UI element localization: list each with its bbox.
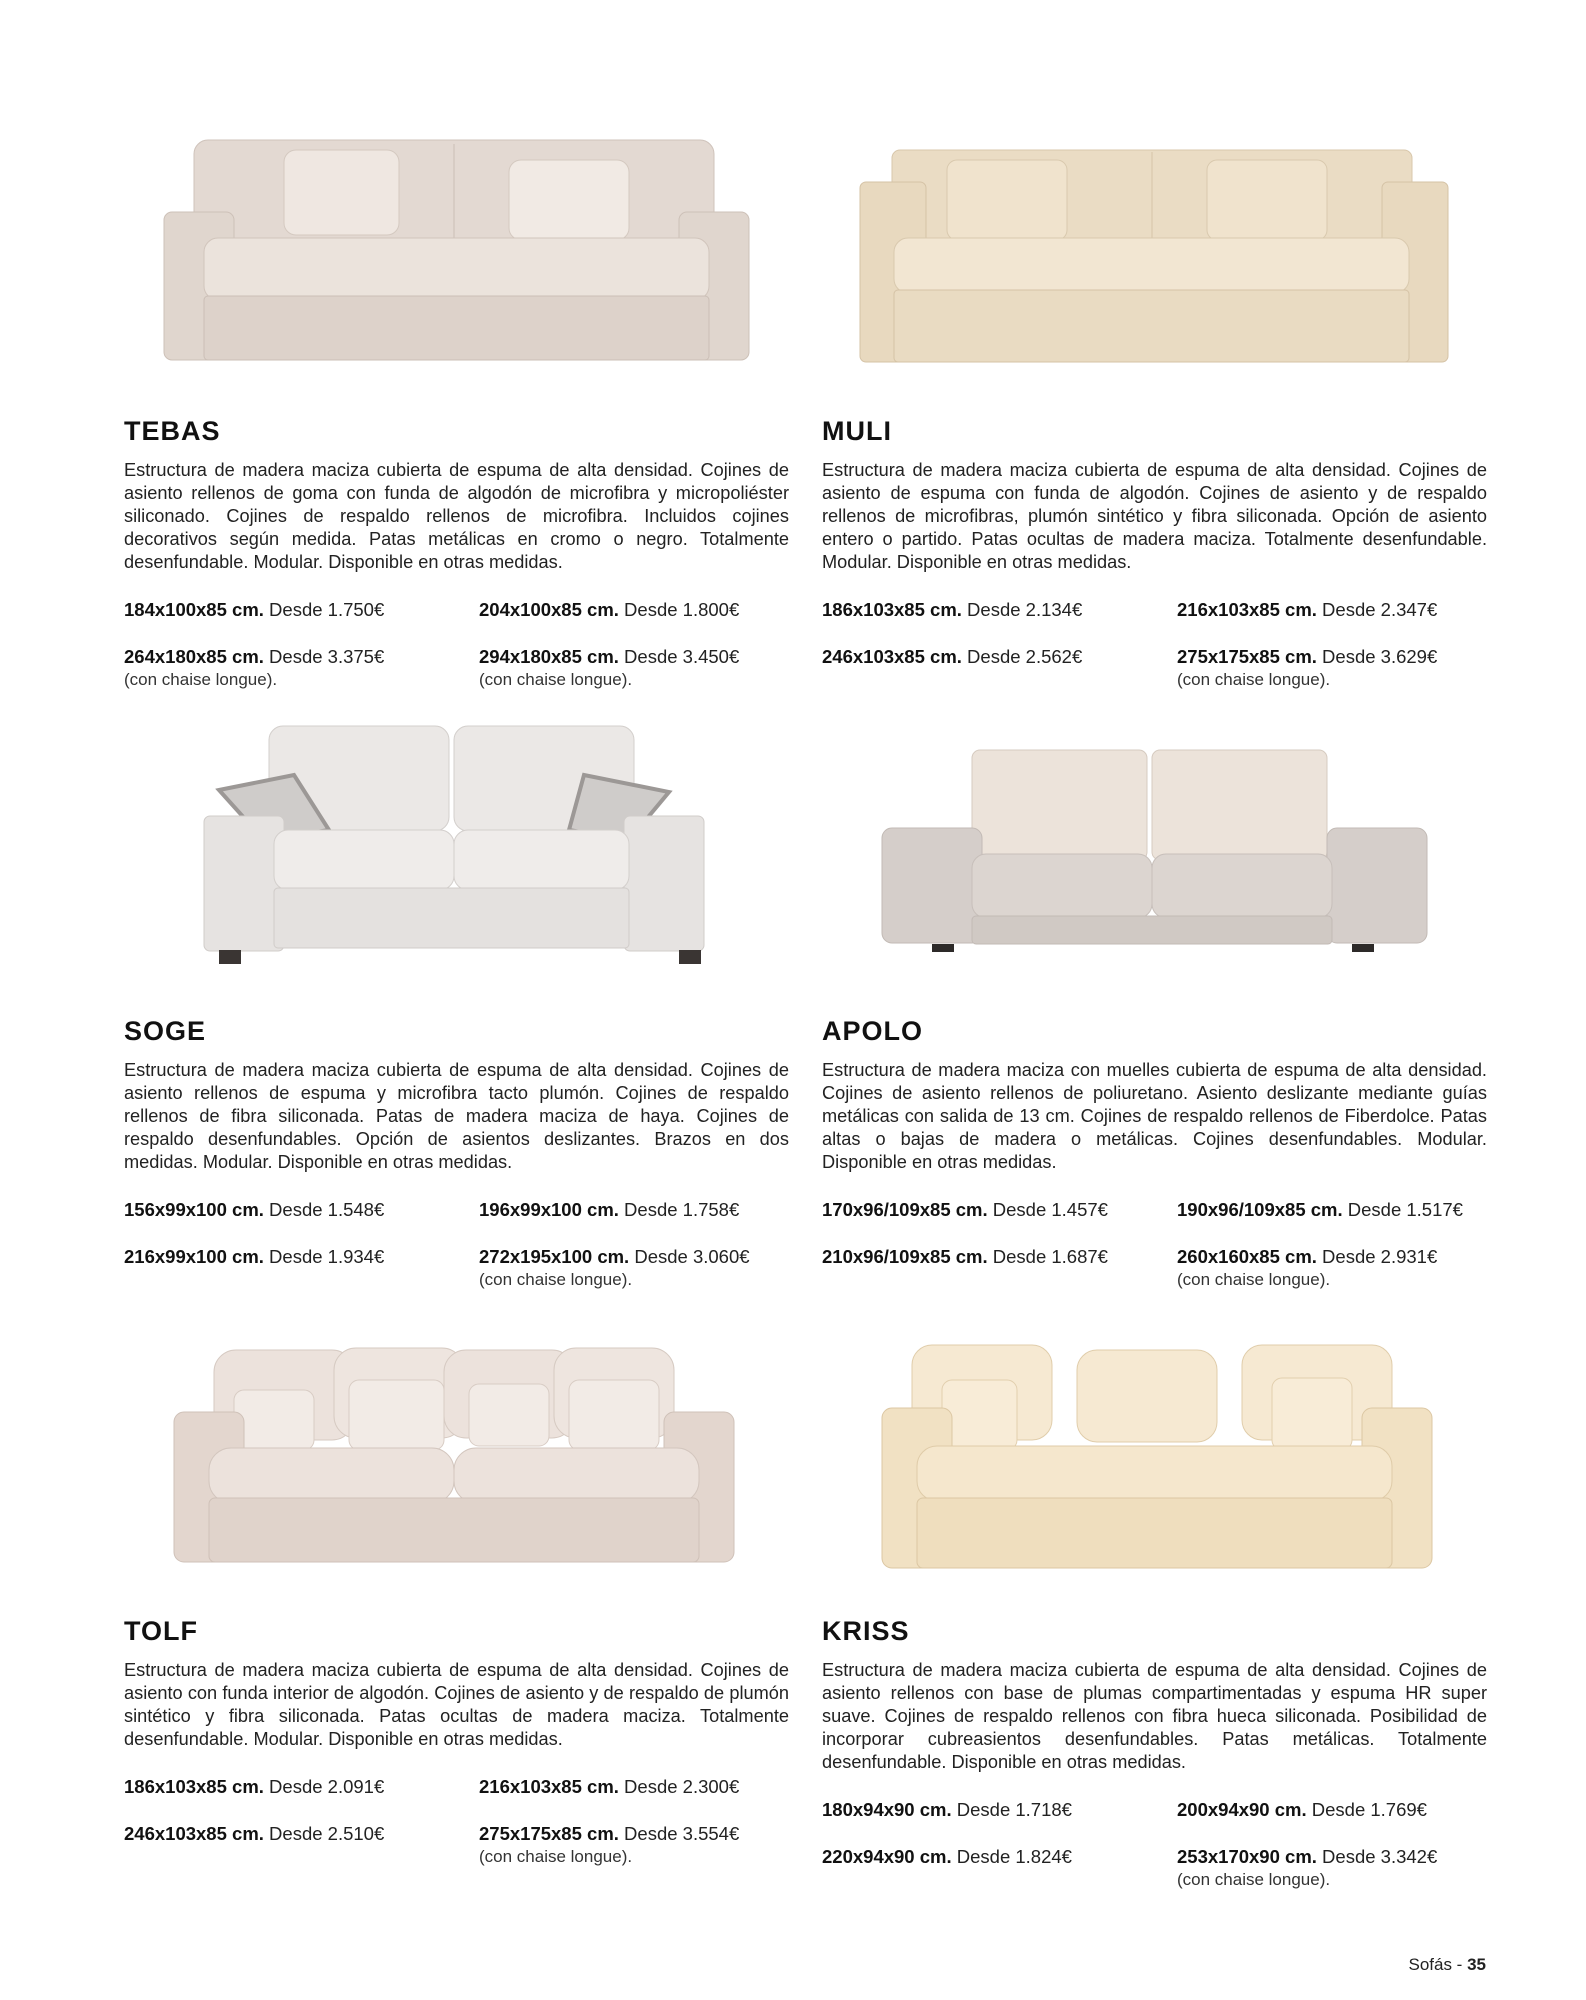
product-title: TEBAS (124, 416, 221, 446)
product-description: Estructura de madera maciza cubierta de espuma de alta densidad. Cojines de asiento rellenos de goma con funda de algodón de microfibra y micropoliéster siliconado. Cojines de respaldo rellenos de microfibra. Incluidos cojines decorativos según medida. Patas metálicas en cromo o negro. Totalmente desenfundable. Modular. Disponible en otras medidas. (124, 460, 789, 572)
size-price-item: 275x175x85 cm. Desde 3.629€ (con chaise longue). (1177, 646, 1438, 689)
size-price-item: 264x180x85 cm. Desde 3.375€ (con chaise longue). (124, 646, 385, 689)
product-description: Estructura de madera maciza cubierta de espuma de alta densidad. Cojines de asiento de espuma con funda de algodón. Cojines de asiento y de respaldo rellenos de microfibras, plumón sintético y fibra siliconada. Opción de asiento entero o partido. Patas ocultas de madera maciza. Totalmente desenfundable. Modular. Disponible en otras medidas. (822, 460, 1487, 572)
product-tolf (124, 1320, 789, 1868)
size-price-item: 184x100x85 cm. Desde 1.750€ (124, 599, 385, 620)
size-price-item: 200x94x90 cm. Desde 1.769€ (1177, 1799, 1427, 1820)
footer-section: Sofás - (1408, 1955, 1463, 1974)
size-price-item: 260x160x85 cm. Desde 2.931€ (con chaise longue). (1177, 1246, 1438, 1289)
apolo-sofa-image (822, 720, 1487, 970)
product-title: APOLO (822, 1016, 924, 1046)
size-price-item: 216x103x85 cm. Desde 2.347€ (1177, 599, 1438, 620)
page-footer (1408, 1955, 1486, 1975)
size-price-item: 210x96/109x85 cm. Desde 1.687€ (822, 1246, 1108, 1267)
page-number: 35 (1467, 1955, 1486, 1974)
product-kriss (822, 1320, 1487, 1891)
size-price-list (822, 1798, 1487, 1891)
size-price-item: 216x99x100 cm. Desde 1.934€ (124, 1246, 385, 1267)
size-price-item: 156x99x100 cm. Desde 1.548€ (124, 1199, 385, 1220)
size-price-item: 216x103x85 cm. Desde 2.300€ (479, 1776, 740, 1797)
size-price-item: 294x180x85 cm. Desde 3.450€ (con chaise longue). (479, 646, 740, 689)
size-price-list (124, 1775, 789, 1868)
size-price-item: 246x103x85 cm. Desde 2.510€ (124, 1823, 385, 1844)
size-price-item: 186x103x85 cm. Desde 2.134€ (822, 599, 1083, 620)
product-apolo (822, 720, 1487, 1291)
size-price-item: 180x94x90 cm. Desde 1.718€ (822, 1799, 1072, 1820)
size-price-item: 196x99x100 cm. Desde 1.758€ (479, 1199, 740, 1220)
size-price-item: 253x170x90 cm. Desde 3.342€ (con chaise longue). (1177, 1846, 1438, 1889)
size-price-list (822, 598, 1487, 691)
kriss-sofa-image (822, 1320, 1487, 1570)
product-title: SOGE (124, 1016, 207, 1046)
product-description: Estructura de madera maciza con muelles cubierta de espuma de alta densidad. Cojines de asiento rellenos de poliuretano. Asiento deslizante mediante guías metálicas con salida de 13 cm. Cojines de respaldo rellenos de Fiberdolce. Patas altas o bajas de madera o metálicas. Cojines desenfundables. Modular. Disponible en otras medidas. (822, 1060, 1487, 1172)
size-price-item: 246x103x85 cm. Desde 2.562€ (822, 646, 1083, 667)
soge-sofa-image (124, 720, 789, 970)
size-price-item: 220x94x90 cm. Desde 1.824€ (822, 1846, 1072, 1867)
size-price-item: 186x103x85 cm. Desde 2.091€ (124, 1776, 385, 1797)
muli-sofa-image (822, 120, 1487, 370)
size-price-item: 204x100x85 cm. Desde 1.800€ (479, 599, 740, 620)
size-price-item: 272x195x100 cm. Desde 3.060€ (con chaise longue). (479, 1246, 750, 1289)
product-tebas (124, 120, 789, 691)
tebas-sofa-image (124, 120, 789, 370)
product-title: TOLF (124, 1616, 198, 1646)
size-price-item: 275x175x85 cm. Desde 3.554€ (con chaise longue). (479, 1823, 740, 1866)
product-muli (822, 120, 1487, 691)
product-soge (124, 720, 789, 1291)
tolf-sofa-image (124, 1320, 789, 1570)
product-description: Estructura de madera maciza cubierta de espuma de alta densidad. Cojines de asiento rellenos con base de plumas compartimentadas y espuma HR super suave. Cojines de respaldo rellenos con fibra hueca siliconada. Posibilidad de incorporar cubreasientos desenfundables. Patas metálicas. Totalmente desenfundable. Disponible en otras medidas. (822, 1660, 1487, 1772)
size-price-item: 170x96/109x85 cm. Desde 1.457€ (822, 1199, 1108, 1220)
size-price-item: 190x96/109x85 cm. Desde 1.517€ (1177, 1199, 1463, 1220)
size-price-list (124, 598, 789, 691)
product-title: KRISS (822, 1616, 910, 1646)
product-title: MULI (822, 416, 892, 446)
product-description: Estructura de madera maciza cubierta de espuma de alta densidad. Cojines de asiento rellenos de espuma y microfibra tacto plumón. Cojines de respaldo rellenos de fibra siliconada. Patas de madera maciza de haya. Cojines de respaldo desenfundables. Opción de asientos deslizantes. Brazos en dos medidas. Modular. Disponible en otras medidas. (124, 1060, 789, 1172)
size-price-list (124, 1198, 789, 1291)
size-price-list (822, 1198, 1487, 1291)
product-description: Estructura de madera maciza cubierta de espuma de alta densidad. Cojines de asiento con funda interior de algodón. Cojines de asiento y de respaldo de plumón sintético y fibra siliconada. Patas ocultas de madera maciza. Totalmente desenfundable. Modular. Disponible en otras medidas. (124, 1660, 789, 1749)
